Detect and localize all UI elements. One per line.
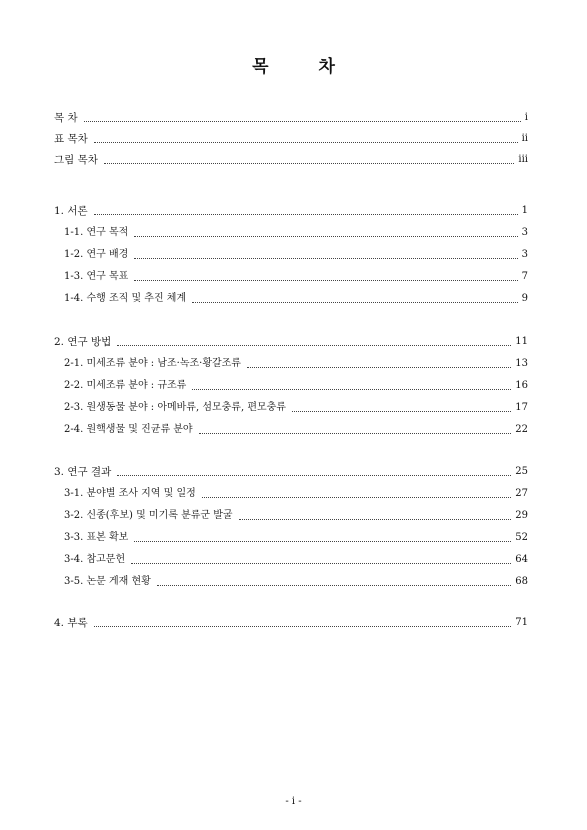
- toc-entry-label: 3-4. 참고문헌: [64, 554, 126, 565]
- leader-dots: [199, 432, 512, 434]
- leader-dots: [192, 388, 511, 390]
- leader-dots: [94, 213, 518, 215]
- page-title: 목 차: [252, 57, 357, 77]
- toc-entry-label: 2-3. 원생동물 분야 : 아메바류, 섬모충류, 편모충류: [64, 402, 286, 413]
- leader-dots: [192, 301, 518, 303]
- toc-entry-page: 3: [521, 249, 528, 260]
- leader-dots: [94, 141, 518, 143]
- leader-dots: [84, 120, 521, 122]
- toc-row[interactable]: [54, 246, 528, 262]
- leader-dots: [134, 540, 511, 542]
- toc-row[interactable]: [54, 485, 528, 501]
- toc-entry-label: 1-2. 연구 배경: [64, 249, 129, 260]
- toc-entry-page: 9: [521, 293, 528, 304]
- toc-row[interactable]: [54, 551, 528, 567]
- toc-row[interactable]: [54, 507, 528, 523]
- toc-row[interactable]: [54, 109, 528, 125]
- toc-entry-label: 4. 부록: [54, 617, 88, 629]
- toc-entry-label: 2-1. 미세조류 분야 : 남조·녹조·황갈조류: [64, 358, 241, 369]
- leader-dots: [104, 162, 514, 164]
- toc-entry-page: 71: [515, 617, 528, 628]
- toc-entry-page: 22: [515, 424, 528, 435]
- toc-entry-label: 3-3. 표본 확보: [64, 532, 129, 543]
- toc-entry-page: 17: [515, 402, 528, 413]
- toc-entry-page: 13: [515, 358, 528, 369]
- toc-entry-label: 2. 연구 방법: [54, 336, 112, 348]
- leader-dots: [239, 518, 512, 520]
- toc-row[interactable]: [54, 399, 528, 415]
- toc-entry-label: 목 차: [54, 112, 78, 124]
- toc-row[interactable]: [54, 421, 528, 437]
- toc-row[interactable]: [54, 290, 528, 306]
- leader-dots: [117, 474, 511, 476]
- leader-dots: [94, 625, 512, 627]
- toc-entry-label: 표 목차: [54, 133, 88, 145]
- toc-entry-page: 27: [515, 488, 528, 499]
- leader-dots: [117, 344, 511, 346]
- toc-row[interactable]: [54, 202, 528, 218]
- toc-entry-label: 2-4. 원핵생물 및 진균류 분야: [64, 424, 193, 435]
- leader-dots: [131, 562, 511, 564]
- toc-row[interactable]: [54, 130, 528, 146]
- toc-entry-page: 25: [515, 466, 528, 477]
- toc-row[interactable]: [54, 333, 528, 349]
- toc-entry-label: 그림 목차: [54, 154, 98, 166]
- toc-row[interactable]: [54, 224, 528, 240]
- toc-entry-page: i: [524, 112, 528, 123]
- toc-entry-label: 1-4. 수행 조직 및 추진 체계: [64, 293, 187, 304]
- toc-entry-label: 3-1. 분야별 조사 지역 및 일정: [64, 488, 196, 499]
- leader-dots: [134, 279, 517, 281]
- toc-entry-page: 11: [515, 336, 528, 347]
- toc-row[interactable]: [54, 614, 528, 630]
- toc-entry-label: 3. 연구 결과: [54, 466, 112, 478]
- leader-dots: [292, 410, 511, 412]
- toc-row[interactable]: [54, 151, 528, 167]
- toc-row[interactable]: [54, 268, 528, 284]
- leader-dots: [202, 496, 511, 498]
- toc-row[interactable]: [54, 529, 528, 545]
- toc-row[interactable]: [54, 463, 528, 479]
- toc-entry-label: 1-1. 연구 목적: [64, 227, 129, 238]
- leader-dots: [134, 257, 517, 259]
- toc-row[interactable]: [54, 573, 528, 589]
- toc-entry-page: 16: [515, 380, 528, 391]
- toc-entry-page: 7: [521, 271, 528, 282]
- toc-entry-label: 1. 서론: [54, 205, 88, 217]
- leader-dots: [247, 366, 511, 368]
- leader-dots: [134, 235, 517, 237]
- toc-entry-label: 1-3. 연구 목표: [64, 271, 129, 282]
- page-number-footer: - i -: [285, 796, 302, 807]
- toc-row[interactable]: [54, 355, 528, 371]
- toc-entry-page: 29: [515, 510, 528, 521]
- toc-entry-label: 3-5. 논문 게재 현황: [64, 576, 151, 587]
- toc-entry-page: 64: [515, 554, 528, 565]
- leader-dots: [157, 584, 511, 586]
- toc-entry-label: 2-2. 미세조류 분야 : 규조류: [64, 380, 187, 391]
- toc-entry-page: 52: [515, 532, 528, 543]
- toc-row[interactable]: [54, 377, 528, 393]
- toc-entry-page: iii: [518, 154, 528, 165]
- toc-entry-page: 1: [521, 205, 528, 216]
- toc-entry-page: 68: [515, 576, 528, 587]
- toc-entry-label: 3-2. 신종(후보) 및 미기록 분류군 발굴: [64, 510, 233, 521]
- toc-entry-page: ii: [521, 133, 528, 144]
- toc-entry-page: 3: [521, 227, 528, 238]
